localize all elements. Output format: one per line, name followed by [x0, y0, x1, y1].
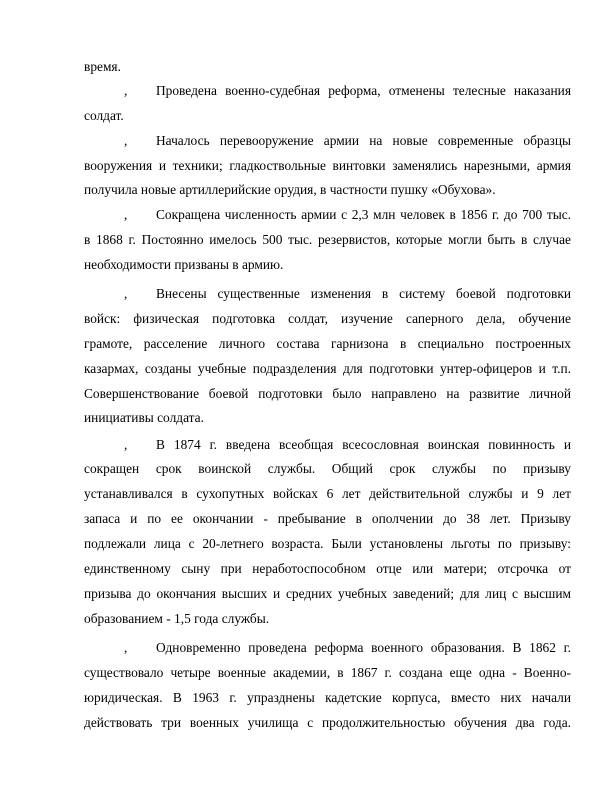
list-bullet: ,	[124, 133, 128, 148]
text-line: юридическая. В 1963 г. упразднены кадетские корпуса, вместо них начали	[84, 690, 571, 705]
text-line: вооружения и техники; гладкоствольные винтовки заменялись нарезными, армия	[84, 158, 571, 173]
text-line: Внесены существенные изменения в систему боевой подготовки	[156, 286, 571, 301]
text-line: Одновременно проведена реформа военного образования. В 1862 г.	[156, 640, 571, 655]
list-bullet: ,	[124, 640, 128, 655]
text-line: Сокращена численность армии с 2,3 млн человек в 1856 г. до 700 тыс.	[156, 207, 571, 222]
text-line: Началось перевооружение армии на новые современные образцы	[156, 133, 571, 148]
text-line: В 1874 г. введена всеобщая всесословная воинская повинность и	[156, 437, 571, 452]
text-line: солдат.	[84, 108, 124, 123]
text-line: грамоте, расселение личного состава гарнизона в специально построенных	[84, 336, 571, 351]
list-bullet: ,	[124, 437, 128, 452]
text-line: казармах, созданы учебные подразделения для подготовки унтер-офицеров и т.п.	[84, 361, 571, 376]
text-line: необходимости призваны в армию.	[84, 257, 284, 272]
text-line: инициативы солдата.	[84, 410, 204, 425]
text-line: подлежали лица с 20-летнего возраста. Были установлены льготы по призыву:	[84, 536, 571, 551]
text-line: Совершенствование боевой подготовки было направлено на развитие личной	[84, 386, 571, 401]
list-bullet: ,	[124, 286, 128, 301]
text-line: в 1868 г. Постоянно имелось 500 тыс. резервистов, которые могли быть в случае	[84, 232, 571, 247]
text-line: единственному сыну при неработоспособном отце или матери; отсрочка от	[84, 561, 571, 576]
text-line: Проведена военно-судебная реформа, отменены телесные наказания	[156, 83, 571, 98]
text-line: войск: физическая подготовка солдат, изучение саперного дела, обучение	[84, 311, 571, 326]
text-line: действовать три военных училища с продолжительностью обучения два года.	[84, 715, 571, 730]
text-line: запаса и по ее окончании - пребывание в ополчении до 38 лет. Призыву	[84, 511, 571, 526]
text-line: образованием - 1,5 года службы.	[84, 611, 270, 626]
list-bullet: ,	[124, 207, 128, 222]
list-bullet: ,	[124, 83, 128, 98]
text-line: существовало четыре военные академии, в 1867 г. создана еще одна - Военно-	[84, 665, 571, 680]
text-line: получила новые артиллерийские орудия, в частности пушку «Обухова».	[84, 182, 496, 197]
text-line: сокращен срок воинской службы. Общий срок службы по призыву	[84, 461, 571, 476]
text-line: время.	[84, 59, 121, 74]
text-line: призыва до окончания высших и средних учебных заведений; для лиц с высшим	[84, 586, 571, 601]
text-line: устанавливался в сухопутных войсках 6 лет действительной службы и 9 лет	[84, 486, 571, 501]
